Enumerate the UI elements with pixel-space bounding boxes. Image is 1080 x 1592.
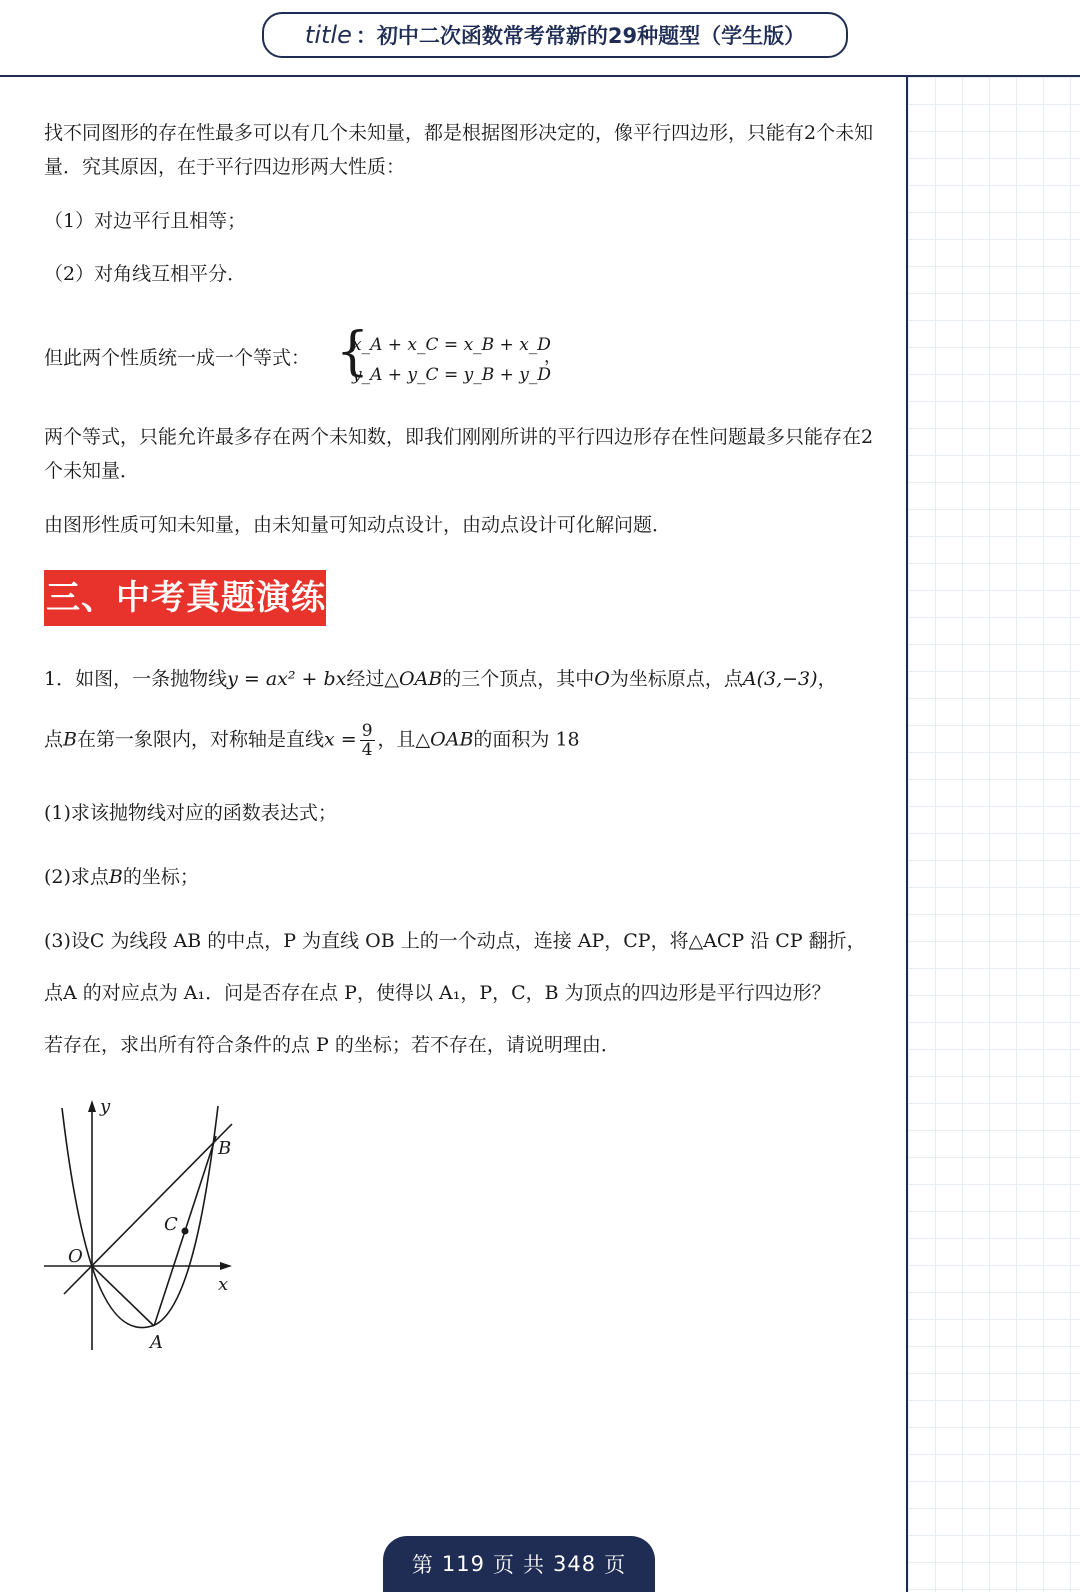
paragraph-two-equations: 两个等式，只能允许最多存在两个未知数，即我们刚刚所讲的平行四边形存在性问题最多只能存在2个未知量． (44, 426, 874, 482)
equation-comma: ， (544, 347, 561, 367)
section-heading: 三、中考真题演练 (44, 570, 326, 626)
property-2: （2）对角线互相平分． (44, 263, 247, 285)
y-axis-arrow (88, 1100, 96, 1112)
question-3-line-1: (3)设C 为线段 AB 的中点，P 为直线 OB 上的一个动点，连接 AP，CP，将△ACP 沿 CP 翻折， (44, 930, 866, 952)
label-c: C (164, 1214, 178, 1235)
current-page: 119 (441, 1552, 485, 1576)
margin-grid (908, 77, 1080, 1592)
total-pages: 348 (553, 1552, 597, 1576)
equation-line-1: x_A + x_C = x_B + x_D (352, 335, 551, 355)
property-1: （1）对边平行且相等； (44, 210, 247, 232)
line-ob (64, 1124, 232, 1294)
paragraph-intro: 找不同图形的存在性最多可以有几个未知量，都是根据图形决定的，像平行四边形，只能有2个未知量．究其原因，在于平行四边形两大性质： (44, 122, 874, 178)
label-a: A (150, 1332, 163, 1353)
question-3-line-3: 若存在，求出所有符合条件的点 P 的坐标；若不存在，请说明理由． (44, 1034, 620, 1056)
question-1: (1)求该抛物线对应的函数表达式； (44, 802, 337, 824)
parabola-figure (40, 1100, 250, 1360)
segment-oa (92, 1266, 154, 1326)
paragraph-summary: 由图形性质可知未知量，由未知量可知动点设计，由动点设计可化解问题． (44, 514, 672, 536)
problem-line-2: 点B在第一象限内，对称轴是直线x = $\frac{9}{4}$ ，且△OAB的面积为 18 (44, 721, 580, 760)
equation-line-2: y_A + y_C = y_B + y_D (352, 365, 551, 385)
question-3-line-2: 点A 的对应点为 A₁．问是否存在点 P，使得以 A₁，P，C，B 为顶点的四边形是平行四边形？ (44, 982, 831, 1004)
page-indicator: 第 119 页 共 348 页 (383, 1536, 655, 1592)
document-title (262, 12, 848, 58)
label-x: x (218, 1274, 229, 1295)
title-label: title (304, 21, 352, 49)
fraction-9-4: $\frac{9}{4}$ (361, 721, 373, 760)
title-text: ：初中二次函数常考常新的29种题型（学生版） (355, 24, 806, 48)
x-axis-arrow (220, 1262, 232, 1270)
equation-intro: 但此两个性质统一成一个等式： (44, 347, 311, 369)
point-c (182, 1228, 189, 1235)
label-o: O (68, 1246, 83, 1267)
label-b: B (218, 1138, 232, 1159)
problem-line-1: 1．如图，一条抛物线y = ax² + bx经过△OAB的三个顶点，其中O为坐标原点，点A(3,−3)， (44, 668, 837, 690)
question-2: (2)求点B的坐标； (44, 866, 199, 888)
label-y: y (100, 1100, 111, 1117)
